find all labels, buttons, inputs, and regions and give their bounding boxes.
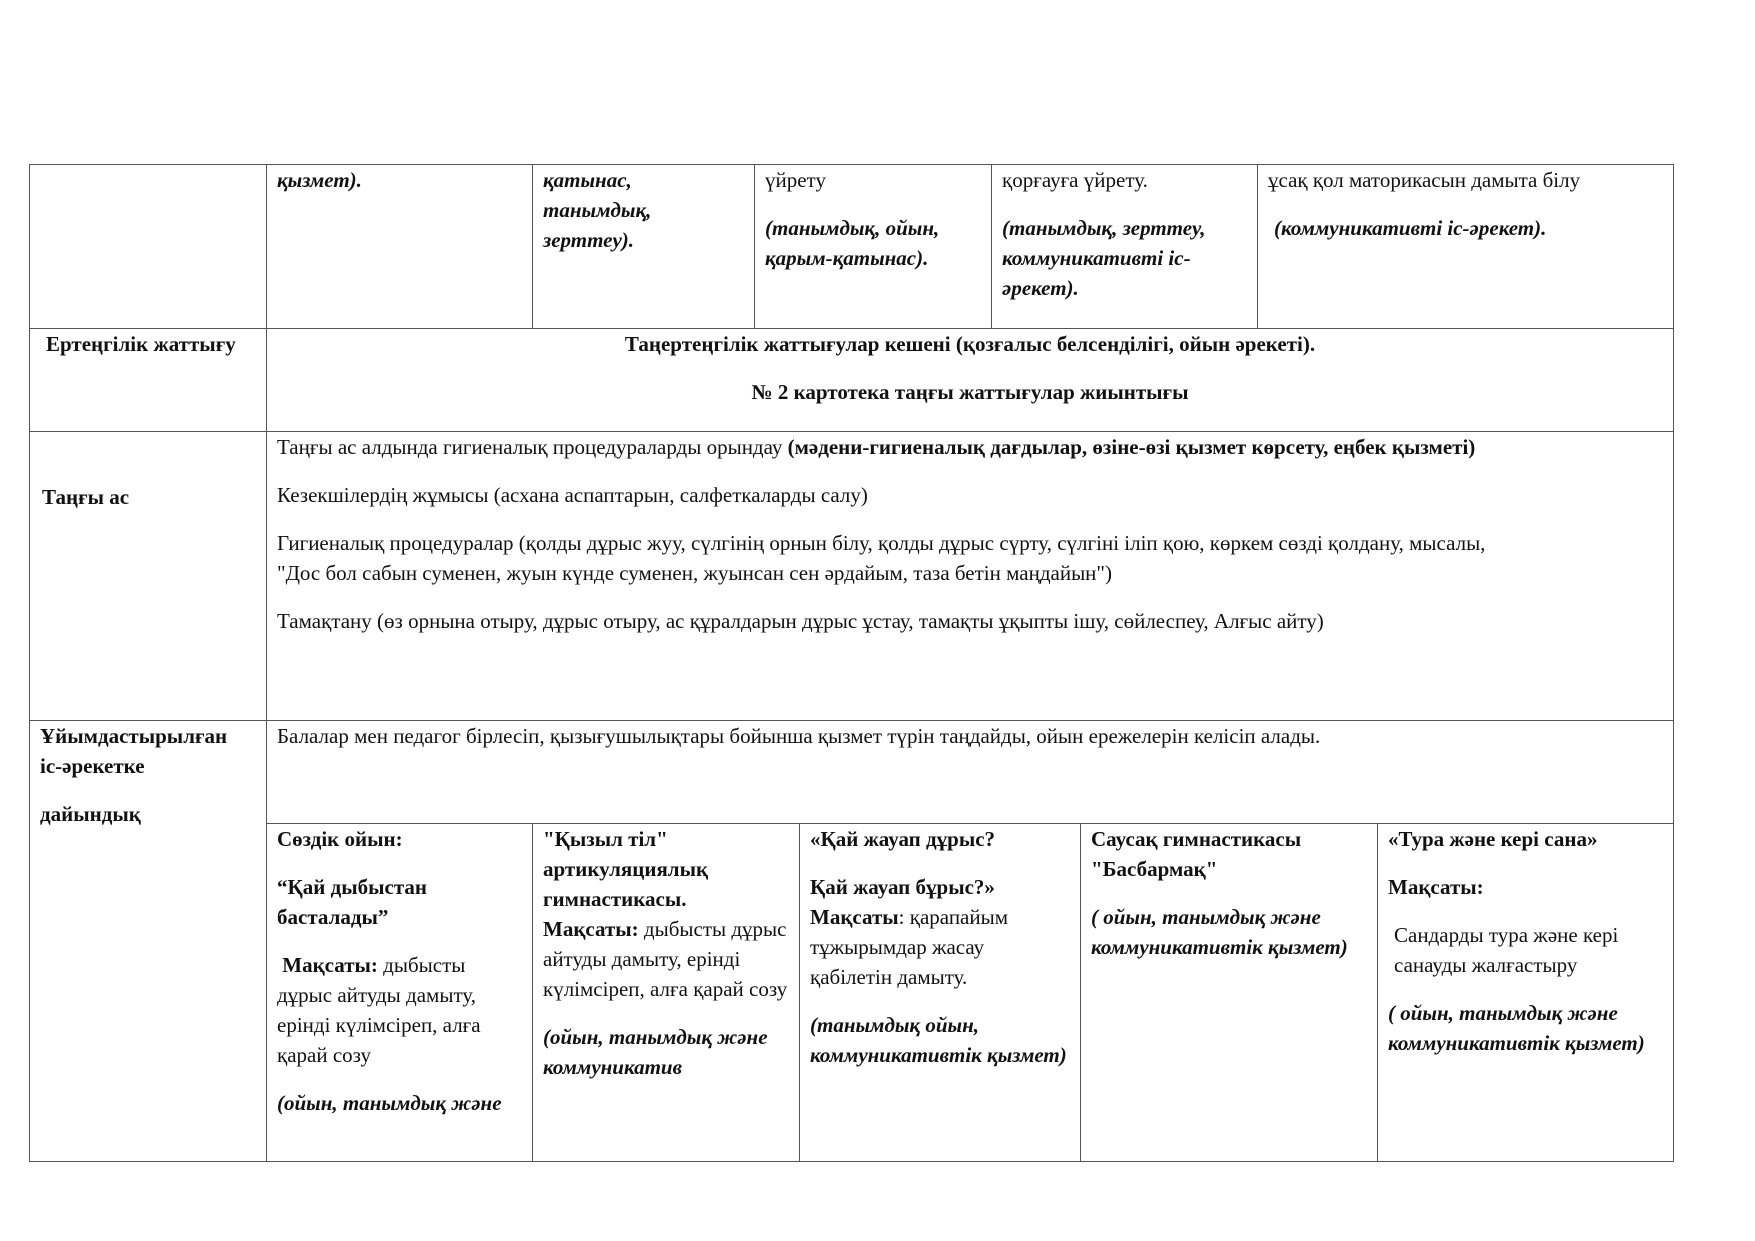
breakfast-content-cell (267, 432, 1673, 636)
activity-title: Саусақ гимнастикасы "Басбармақ" (1091, 827, 1302, 881)
row-label: дайындық (40, 802, 141, 826)
row-label: іс-әрекетке (40, 754, 145, 778)
activity-tag: (танымдық ойын, коммуникативтік қызмет) (810, 1013, 1067, 1067)
cell-text: зерттеу). (543, 228, 635, 252)
activity-tag: (коммуникативті іс-әрекет). (1274, 216, 1547, 240)
prep-label-cell (30, 721, 266, 829)
breakfast-label-cell (30, 482, 266, 512)
prep-intro-cell (267, 721, 1673, 751)
morning-content-cell (267, 329, 1673, 407)
activity-tag: (ойын, танымдық және (277, 1091, 502, 1115)
morning-line-1: Таңертеңгілік жаттығулар кешені (қозғалыс белсенділігі, ойын әрекеті). (624, 332, 1316, 356)
breakfast-paragraph-2: Кезекшілердің жұмысы (асхана аспаптарын, салфеткаларды салу) (277, 483, 868, 507)
row1-cell-6 (1258, 165, 1673, 243)
goal-label: Мақсаты: (282, 953, 378, 977)
prep-col-2 (533, 824, 799, 1082)
row1-cell-2 (267, 165, 532, 195)
row1-cell-5 (992, 165, 1257, 303)
breakfast-text: Таңғы ас алдында гигиеналық процедураларды орындау (277, 435, 783, 459)
activity-tag: (танымдық, зерттеу, коммуникативті іс-әрекет). (1002, 216, 1206, 300)
table-border-left (29, 164, 30, 1162)
goal-label: Мақсаты: (1388, 875, 1484, 899)
activity-goal (810, 902, 1070, 992)
cell-text: қызмет). (277, 168, 362, 192)
goal-text: дыбысты дұрыс айтуды дамыту, ерінді күлімсіреп, алға қарай созу (277, 953, 481, 1067)
prep-col-1 (267, 824, 532, 1118)
row1-cell-3 (533, 165, 754, 255)
activity-title: "Қызыл тіл" артикуляциялық гимнастикасы. (543, 827, 709, 911)
breakfast-paragraph-1 (277, 432, 1663, 462)
prep-col-4 (1081, 824, 1377, 962)
activity-tag: (танымдық, ойын, қарым-қатынас). (765, 216, 940, 270)
breakfast-paragraph-3b: "Дос бол сабын суменен, жуын күнде суменен, жуынсан сен әрдайым, таза бетін маңдайын") (277, 561, 1112, 585)
row-label: Ұйымдастырылған (40, 724, 228, 748)
activity-goal (277, 950, 522, 1070)
cell-text: үйрету (765, 168, 826, 192)
breakfast-paragraph-4: Тамақтану (өз орнына отыру, дұрыс отыру, ас құралдарын дұрыс ұстау, тамақты ұқыпты ішу, сөйлеспеу, Алғыс айту) (277, 609, 1324, 633)
cell-text: танымдық, (543, 198, 652, 222)
activity-title-2: Қай жауап бұрыс?» (810, 875, 995, 899)
morning-line-2: № 2 картотека таңғы жаттығулар жиынтығы (751, 380, 1189, 404)
cell-text: қатынас, (543, 168, 632, 192)
activity-title: «Тура және кері сана» (1388, 827, 1598, 851)
activity-tag: ( ойын, танымдық және коммуникативтік қызмет) (1388, 1001, 1645, 1055)
activity-tag: (ойын, танымдық және коммуникатив (543, 1025, 768, 1079)
prep-col-5 (1378, 824, 1673, 1058)
activity-title: Сөздік ойын: (277, 827, 403, 851)
row-label: Ертеңгілік жаттығу (46, 332, 236, 356)
activity-tag: ( ойын, танымдық және коммуникативтік қызмет) (1091, 905, 1348, 959)
activity-name: “Қай дыбыстан басталады” (277, 875, 427, 929)
activity-goal (543, 914, 789, 1004)
breakfast-skills: (мәдени-гигиеналық дағдылар, өзіне-өзі қызмет көрсету, еңбек қызметі) (787, 435, 1476, 459)
row-label: Таңғы ас (42, 485, 130, 509)
activity-title: «Қай жауап дұрыс? (810, 827, 996, 851)
goal-label: Мақсаты: (543, 917, 639, 941)
morning-label-cell (30, 329, 266, 359)
prep-col-3 (800, 824, 1080, 1070)
goal-text: Сандарды тура және кері санауды жалғастыру (1394, 923, 1619, 977)
table-border-right (1673, 164, 1674, 1162)
prep-intro: Балалар мен педагог бірлесіп, қызығушылықтары бойынша қызмет түрін таңдайды, ойын ережелерін келісіп алады. (277, 724, 1321, 748)
table-border-bottom (29, 1161, 1673, 1162)
cell-text: қорғауға үйрету. (1002, 168, 1148, 192)
breakfast-paragraph-3a: Гигиеналық процедуралар (қолды дұрыс жуу, сүлгінің орнын білу, қолды дұрыс сүрту, сүлгіні іліп қою, көркем сөзді қолдану, мысалы, (277, 531, 1486, 555)
goal-label: Мақсаты (810, 905, 899, 929)
goal-text: : қарапайым тұжырымдар жасау қабілетін дамыту. (810, 905, 1009, 989)
goal-text: дыбысты дұрыс айтуды дамыту, ерінді күлімсіреп, алға қарай созу (543, 917, 788, 1001)
cell-text: ұсақ қол маторикасын дамыта білу (1268, 168, 1581, 192)
row1-cell-4 (755, 165, 991, 273)
